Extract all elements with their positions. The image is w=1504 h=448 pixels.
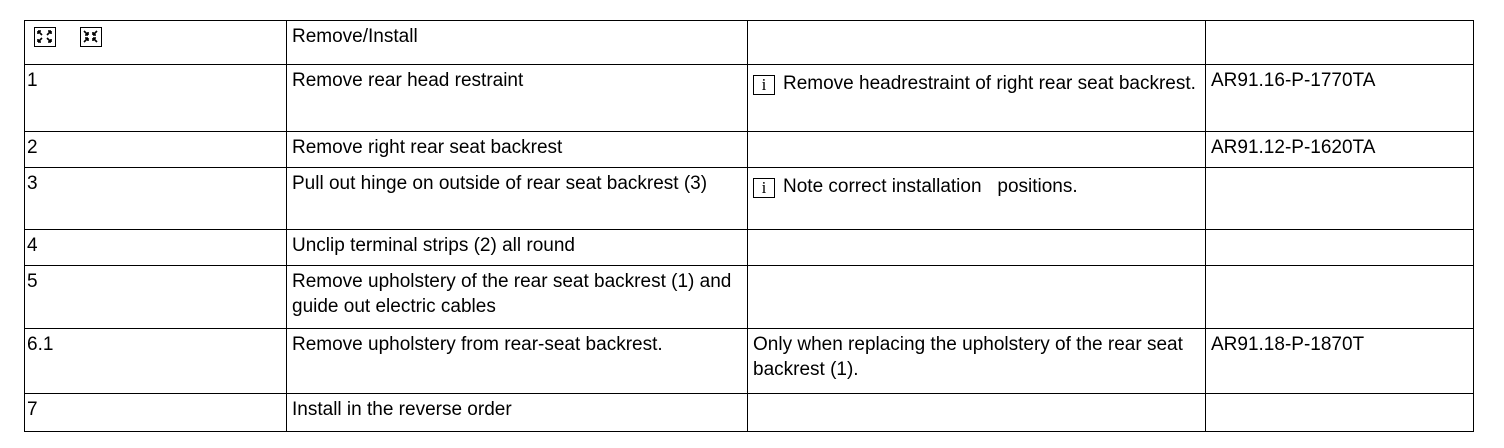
step-number: 6.1 <box>25 329 287 394</box>
step-note <box>748 266 1206 329</box>
collapse-all-icon[interactable] <box>80 27 102 47</box>
step-number: 1 <box>25 65 287 132</box>
expand-all-icon[interactable] <box>34 27 56 47</box>
expand-collapse-cell <box>25 21 287 65</box>
step-reference-link[interactable]: AR91.16-P-1770TA <box>1206 65 1474 132</box>
step-action: Remove rear head restraint <box>287 65 748 132</box>
step-reference-link <box>1206 266 1474 329</box>
info-icon: i <box>753 75 775 95</box>
step-note <box>748 132 1206 168</box>
step-action: Remove upholstery from rear-seat backrest. <box>287 329 748 394</box>
info-icon: i <box>753 178 775 198</box>
table-row <box>25 132 1474 168</box>
step-note-text: Note correct installation positions. <box>783 176 1078 197</box>
header-empty-cell <box>1206 21 1474 65</box>
step-reference-link <box>1206 394 1474 432</box>
table-row <box>25 65 1474 132</box>
step-note <box>748 168 1206 230</box>
step-note <box>748 230 1206 266</box>
table-row <box>25 329 1474 394</box>
step-action: Remove upholstery of the rear seat backrest (1) and guide out electric cables <box>287 266 748 329</box>
header-title: Remove/Install <box>287 21 748 65</box>
step-number: 7 <box>25 394 287 432</box>
step-action: Unclip terminal strips (2) all round <box>287 230 748 266</box>
procedure-table <box>24 20 1474 432</box>
step-action: Remove right rear seat backrest <box>287 132 748 168</box>
step-number: 2 <box>25 132 287 168</box>
table-row <box>25 168 1474 230</box>
step-reference-link <box>1206 230 1474 266</box>
step-reference-link <box>1206 168 1474 230</box>
step-reference-link[interactable]: AR91.18-P-1870T <box>1206 329 1474 394</box>
step-action: Pull out hinge on outside of rear seat backrest (3) <box>287 168 748 230</box>
step-number: 3 <box>25 168 287 230</box>
step-note <box>748 65 1206 132</box>
step-reference-link[interactable]: AR91.12-P-1620TA <box>1206 132 1474 168</box>
step-number: 5 <box>25 266 287 329</box>
procedure-table-wrapper <box>24 20 1474 432</box>
table-row <box>25 230 1474 266</box>
step-note: Only when replacing the upholstery of the rear seat backrest (1). <box>748 329 1206 394</box>
table-row <box>25 394 1474 432</box>
step-note-text: Remove headrestraint of right rear seat backrest. <box>783 73 1196 94</box>
table-header-row <box>25 21 1474 65</box>
table-row <box>25 266 1474 329</box>
step-action: Install in the reverse order <box>287 394 748 432</box>
step-number: 4 <box>25 230 287 266</box>
step-note <box>748 394 1206 432</box>
header-empty-cell <box>748 21 1206 65</box>
